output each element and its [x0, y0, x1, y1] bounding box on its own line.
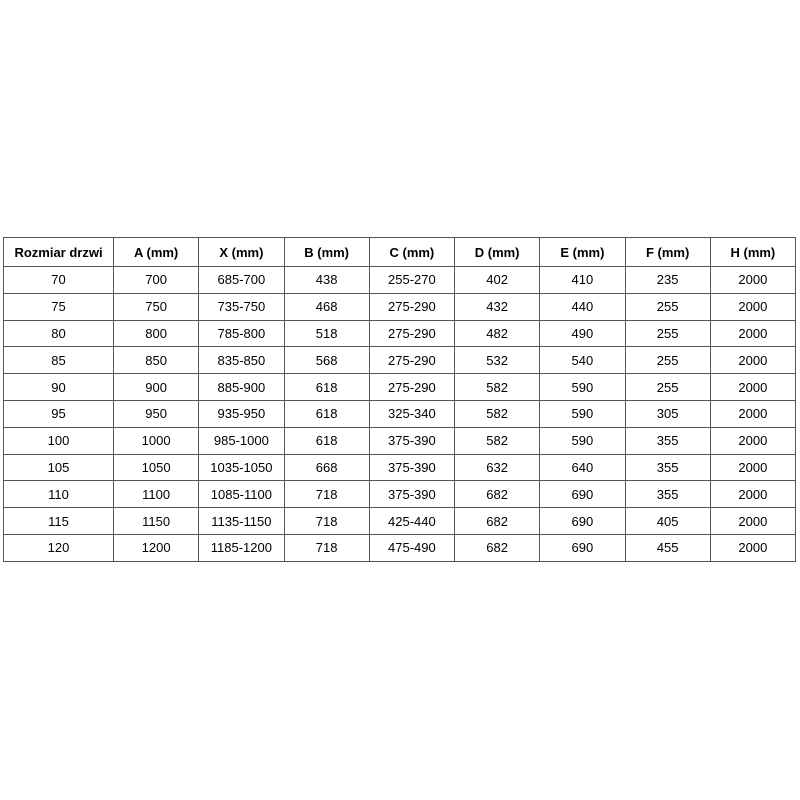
table-cell: 682: [455, 481, 540, 508]
table-cell: 640: [540, 454, 625, 481]
table-cell: 835-850: [199, 347, 284, 374]
table-cell: 690: [540, 481, 625, 508]
table-header: [4, 238, 796, 267]
table-cell: 1100: [114, 481, 199, 508]
table-cell: 518: [284, 320, 369, 347]
table-cell: 618: [284, 400, 369, 427]
table-cell: 900: [114, 374, 199, 401]
table-cell: 590: [540, 427, 625, 454]
table-cell: 2000: [710, 481, 795, 508]
table-row: [4, 293, 796, 320]
table-cell: 2000: [710, 374, 795, 401]
column-header-x: X (mm): [199, 238, 284, 267]
table-cell: 2000: [710, 347, 795, 374]
column-header-e: E (mm): [540, 238, 625, 267]
table-cell: 735-750: [199, 293, 284, 320]
table-cell: 885-900: [199, 374, 284, 401]
column-header-f: F (mm): [625, 238, 710, 267]
table-body: [4, 267, 796, 562]
table-cell: 475-490: [369, 534, 454, 561]
table-cell: 375-390: [369, 454, 454, 481]
table-cell: 1000: [114, 427, 199, 454]
table-cell: 2000: [710, 400, 795, 427]
table-cell: 402: [455, 267, 540, 294]
table-cell: 590: [540, 400, 625, 427]
table-cell: 985-1000: [199, 427, 284, 454]
table-cell: 410: [540, 267, 625, 294]
door-dimensions-table: [3, 237, 796, 562]
table-row: [4, 508, 796, 535]
table-cell: 1185-1200: [199, 534, 284, 561]
table-cell: 255: [625, 320, 710, 347]
table-cell: 700: [114, 267, 199, 294]
table-cell: 668: [284, 454, 369, 481]
table-cell: 425-440: [369, 508, 454, 535]
row-label: 120: [4, 534, 114, 561]
table-cell: 1035-1050: [199, 454, 284, 481]
table-cell: 682: [455, 534, 540, 561]
row-label: 115: [4, 508, 114, 535]
row-label: 85: [4, 347, 114, 374]
table-cell: 1135-1150: [199, 508, 284, 535]
row-label: 105: [4, 454, 114, 481]
table-cell: 325-340: [369, 400, 454, 427]
table-cell: 850: [114, 347, 199, 374]
table-cell: 255: [625, 374, 710, 401]
table-row: [4, 347, 796, 374]
table-row: [4, 267, 796, 294]
table-cell: 432: [455, 293, 540, 320]
table-cell: 2000: [710, 508, 795, 535]
table-cell: 275-290: [369, 320, 454, 347]
table-cell: 718: [284, 508, 369, 535]
table-cell: 405: [625, 508, 710, 535]
table-cell: 590: [540, 374, 625, 401]
column-header-d: D (mm): [455, 238, 540, 267]
table-cell: 532: [455, 347, 540, 374]
table-row: [4, 400, 796, 427]
table-cell: 632: [455, 454, 540, 481]
table-cell: 2000: [710, 454, 795, 481]
table-cell: 800: [114, 320, 199, 347]
table-row: [4, 374, 796, 401]
table-row: [4, 481, 796, 508]
table-cell: 582: [455, 374, 540, 401]
table-cell: 682: [455, 508, 540, 535]
row-label: 95: [4, 400, 114, 427]
table-cell: 935-950: [199, 400, 284, 427]
table-cell: 718: [284, 534, 369, 561]
table-cell: 375-390: [369, 427, 454, 454]
table-cell: 750: [114, 293, 199, 320]
table-cell: 438: [284, 267, 369, 294]
table-cell: 255-270: [369, 267, 454, 294]
table-cell: 468: [284, 293, 369, 320]
table-cell: 235: [625, 267, 710, 294]
table-cell: 1085-1100: [199, 481, 284, 508]
table-cell: 690: [540, 508, 625, 535]
table-cell: 490: [540, 320, 625, 347]
table-cell: 482: [455, 320, 540, 347]
row-label: 80: [4, 320, 114, 347]
table-cell: 785-800: [199, 320, 284, 347]
table-cell: 2000: [710, 320, 795, 347]
table-cell: 275-290: [369, 347, 454, 374]
table-cell: 618: [284, 427, 369, 454]
table-cell: 375-390: [369, 481, 454, 508]
row-label: 110: [4, 481, 114, 508]
column-header-b: B (mm): [284, 238, 369, 267]
table-cell: 355: [625, 427, 710, 454]
table-cell: 355: [625, 454, 710, 481]
table-cell: 1200: [114, 534, 199, 561]
table-cell: 540: [540, 347, 625, 374]
table-row: [4, 320, 796, 347]
table-cell: 718: [284, 481, 369, 508]
column-header-a: A (mm): [114, 238, 199, 267]
column-header-c: C (mm): [369, 238, 454, 267]
table-cell: 2000: [710, 534, 795, 561]
table-cell: 1150: [114, 508, 199, 535]
row-label: 70: [4, 267, 114, 294]
table-cell: 1050: [114, 454, 199, 481]
table-cell: 275-290: [369, 293, 454, 320]
table-row: [4, 454, 796, 481]
row-label: 90: [4, 374, 114, 401]
table-cell: 255: [625, 293, 710, 320]
row-label: 75: [4, 293, 114, 320]
table-cell: 582: [455, 427, 540, 454]
table-cell: 355: [625, 481, 710, 508]
table-cell: 568: [284, 347, 369, 374]
column-header-h: H (mm): [710, 238, 795, 267]
table-cell: 2000: [710, 293, 795, 320]
table-container: [3, 237, 796, 562]
header-row: [4, 238, 796, 267]
table-cell: 2000: [710, 427, 795, 454]
table-cell: 690: [540, 534, 625, 561]
table-cell: 275-290: [369, 374, 454, 401]
table-cell: 455: [625, 534, 710, 561]
table-cell: 255: [625, 347, 710, 374]
row-label: 100: [4, 427, 114, 454]
table-cell: 582: [455, 400, 540, 427]
table-cell: 440: [540, 293, 625, 320]
table-row: [4, 534, 796, 561]
table-cell: 2000: [710, 267, 795, 294]
table-cell: 305: [625, 400, 710, 427]
table-cell: 950: [114, 400, 199, 427]
column-header-rozmiar-drzwi: Rozmiar drzwi: [4, 238, 114, 267]
table-cell: 618: [284, 374, 369, 401]
table-row: [4, 427, 796, 454]
table-cell: 685-700: [199, 267, 284, 294]
